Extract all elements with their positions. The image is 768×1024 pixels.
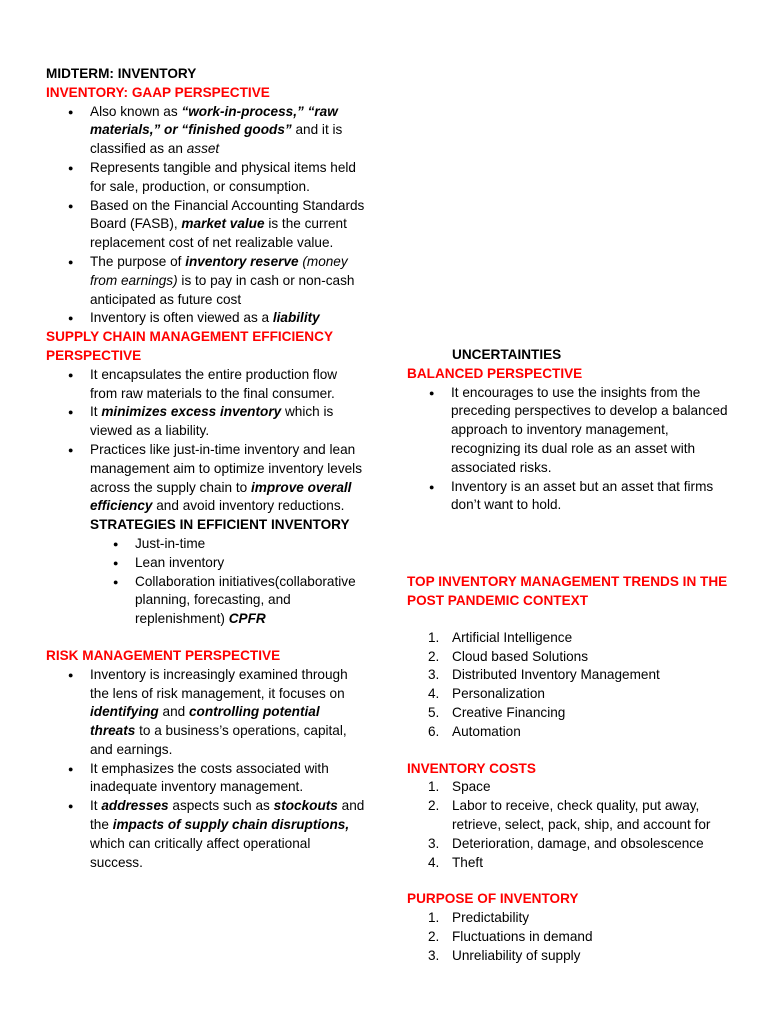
list-item: 3. Unreliability of supply <box>428 947 581 963</box>
list-item: 6. Automation <box>428 723 521 739</box>
spacer <box>407 553 737 573</box>
spacer <box>407 611 737 629</box>
list-item: ● Also known as “work-in-process,” “raw materials,” or “finished goods” and it is classified as an asset <box>46 103 366 159</box>
strategies-heading: STRATEGIES IN EFFICIENT INVENTORY <box>90 517 350 533</box>
left-column <box>46 65 366 872</box>
list-item: 1. Predictability <box>428 910 530 926</box>
list-item: ● Just-in-time <box>90 535 366 554</box>
list-item: 3. Distributed Inventory Management <box>428 667 660 683</box>
gaap-heading: INVENTORY: GAAP PERSPECTIVE <box>46 84 270 100</box>
list-item: ● The purpose of inventory reserve (money from earnings) is to pay in cash or non-cash anticipated as future cost <box>46 253 366 309</box>
list-item: 2. Fluctuations in demand <box>428 928 593 944</box>
list-item: 4. Personalization <box>428 686 545 702</box>
list-item: ● It encapsulates the entire production flow from raw materials to the final consumer. <box>46 366 366 404</box>
purpose-list <box>407 909 737 965</box>
list-item: ● Collaboration initiatives(collaborative planning, forecasting, and replenishment) CPFR <box>90 573 366 629</box>
uncertainties-heading: UNCERTAINTIES <box>452 347 562 362</box>
list-item: ● Based on the Financial Accounting Standards Board (FASB), market value is the current replacement cost of net realizable value. <box>46 197 366 253</box>
list-item: ● Represents tangible and physical items held for sale, production, or consumption. <box>46 159 366 197</box>
trends-heading: TOP INVENTORY MANAGEMENT TRENDS IN THE POST PANDEMIC CONTEXT <box>407 574 728 608</box>
strategies-list <box>90 535 366 629</box>
costs-list <box>407 778 737 872</box>
spacer <box>407 515 737 553</box>
list-item: ● It emphasizes the costs associated with inadequate inventory management. <box>46 760 366 798</box>
list-item: 4. Theft <box>428 854 483 870</box>
costs-heading: INVENTORY COSTS <box>407 760 536 776</box>
risk-list <box>46 666 366 873</box>
scm-list <box>46 366 366 516</box>
list-item: 1. Space <box>428 779 491 795</box>
list-item: ● Practices like just-in-time inventory and lean management aim to optimize inventory levels across the supply chain to improve overall efficiency and avoid inventory reductions. <box>46 441 366 516</box>
list-item: 1. Artificial Intelligence <box>428 629 573 645</box>
list-item: ● Inventory is often viewed as a liability <box>46 309 366 328</box>
purpose-heading: PURPOSE OF INVENTORY <box>407 891 579 907</box>
risk-heading: RISK MANAGEMENT PERSPECTIVE <box>46 647 281 663</box>
list-item: ● Lean inventory <box>90 554 366 573</box>
balanced-heading: BALANCED PERSPECTIVE <box>407 365 583 381</box>
right-column <box>407 346 737 966</box>
spacer <box>407 742 737 760</box>
trends-list <box>407 629 737 742</box>
list-item: 2. Cloud based Solutions <box>428 648 589 664</box>
balanced-list <box>407 384 737 516</box>
list-item: ● It encourages to use the insights from the preceding perspectives to develop a balanced approach to inventory management, recognizing its dual role as an asset with associated risks. <box>407 384 737 478</box>
scm-heading: SUPPLY CHAIN MANAGEMENT EFFICIENCY PERSPECTIVE <box>46 329 333 363</box>
list-item: 3. Deterioration, damage, and obsolescence <box>428 835 704 851</box>
list-item: ● Inventory is an asset but an asset that firms don’t want to hold. <box>407 478 737 516</box>
list-item: ● It addresses aspects such as stockouts and the impacts of supply chain disruptions, which can critically affect operational success. <box>46 797 366 872</box>
list-item: ● It minimizes excess inventory which is viewed as a liability. <box>46 403 366 441</box>
gaap-list <box>46 103 366 329</box>
list-item: 2. Labor to receive, check quality, put away, retrieve, select, pack, ship, and account for <box>428 798 711 832</box>
list-item: 5. Creative Financing <box>428 704 566 720</box>
spacer <box>46 629 366 647</box>
spacer <box>407 872 737 890</box>
document-title: MIDTERM: INVENTORY <box>46 66 197 81</box>
list-item: ● Inventory is increasingly examined through the lens of risk management, it focuses on identifying and controlling potential threats to a business’s operations, capital, and earnings. <box>46 666 366 760</box>
